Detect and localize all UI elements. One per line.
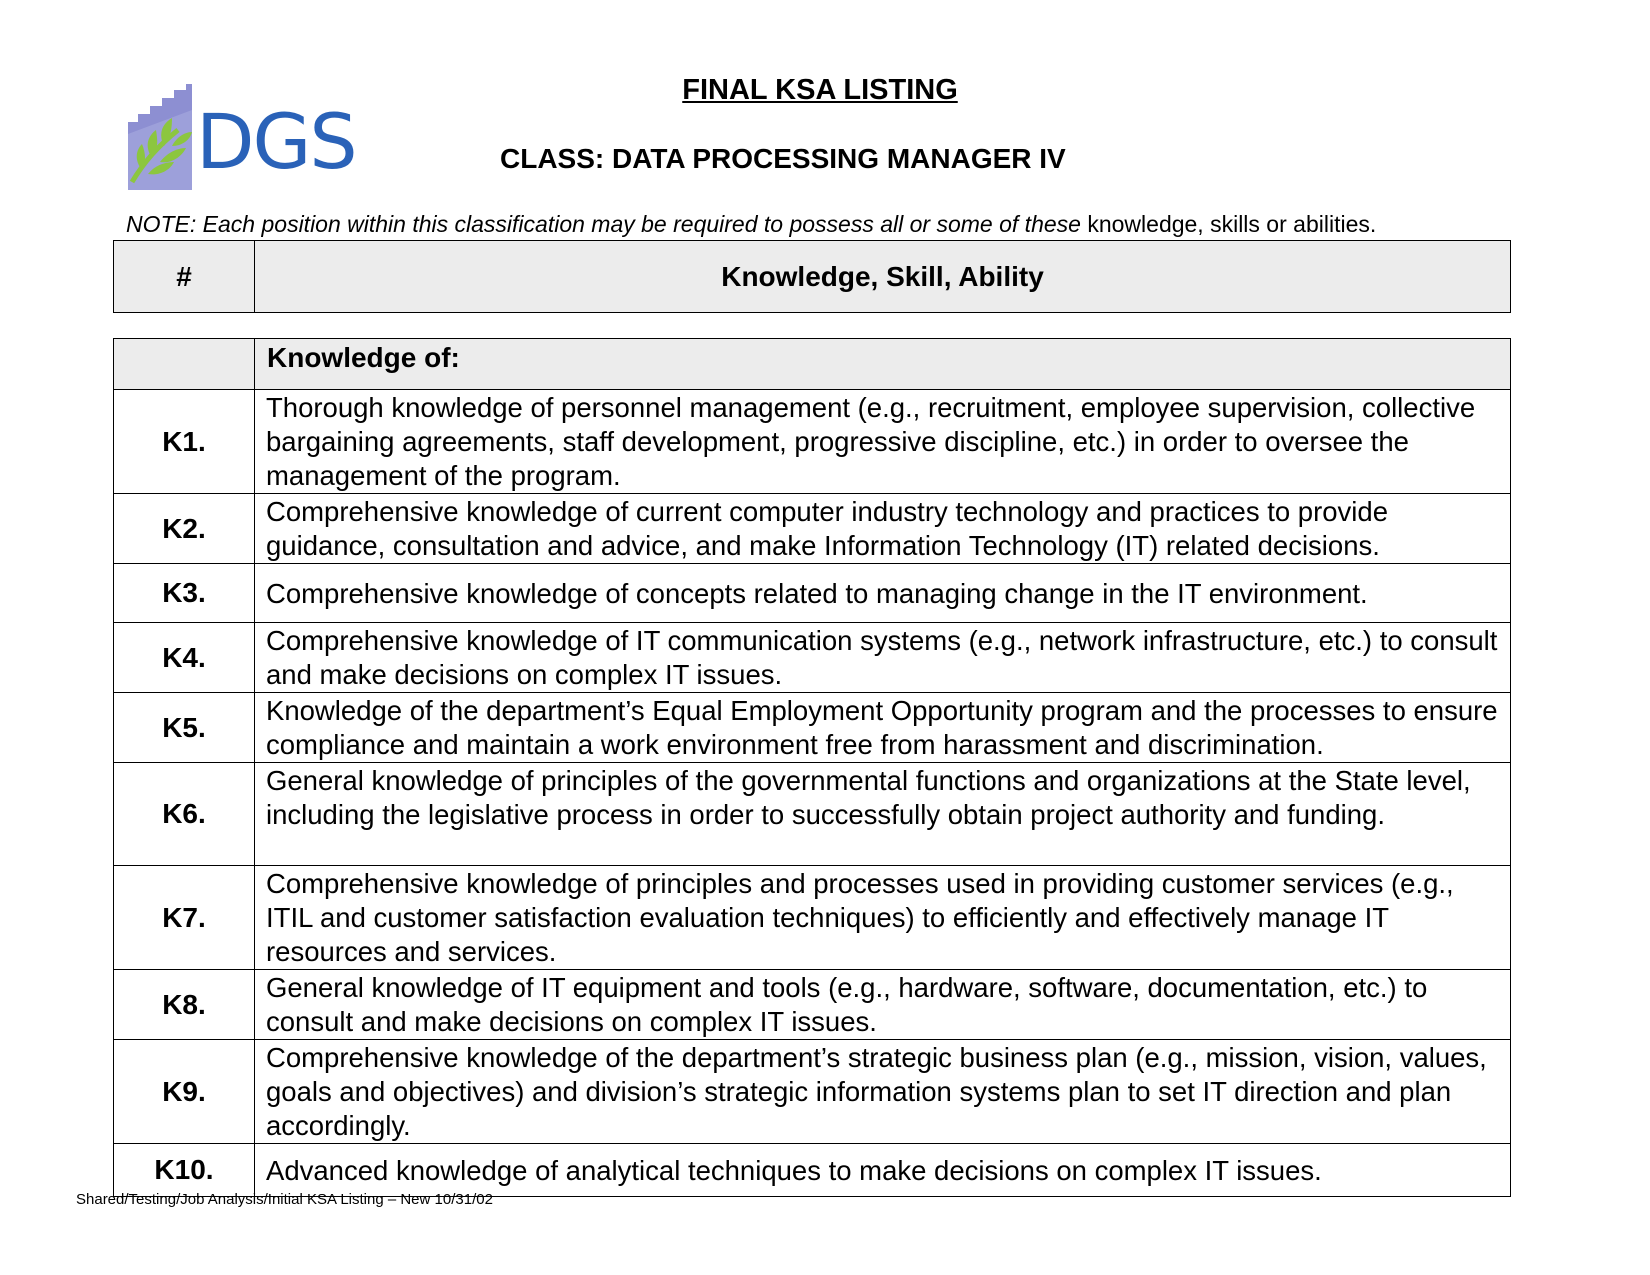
table-row xyxy=(114,564,1511,623)
table-row xyxy=(114,1040,1511,1144)
row-id: K2. xyxy=(114,494,255,564)
row-text: Comprehensive knowledge of principles and processes used in providing customer services (e.g., ITIL and customer satisfaction evaluation techniques) to efficiently and effectively manage IT resources and services. xyxy=(255,866,1511,970)
document-title: FINAL KSA LISTING xyxy=(682,74,958,106)
header-num: # xyxy=(114,241,255,313)
section-label-cell xyxy=(255,339,1511,390)
ksa-table xyxy=(113,338,1511,1197)
row-id: K9. xyxy=(114,1040,255,1144)
row-id: K3. xyxy=(114,564,255,623)
row-id: K6. xyxy=(114,763,255,866)
note-plain-text: knowledge, skills or abilities. xyxy=(1080,211,1377,237)
table-row xyxy=(114,866,1511,970)
section-row xyxy=(114,339,1511,390)
section-label: Knowledge of: xyxy=(267,342,460,373)
row-text: Comprehensive knowledge of the department’s strategic business plan (e.g., mission, vision, values, goals and objectives) and division’s strategic information systems plan to set IT direction and plan accordingly. xyxy=(255,1040,1511,1144)
row-id: K1. xyxy=(114,390,255,494)
row-text: Comprehensive knowledge of current computer industry technology and practices to provide guidance, consultation and advice, and make Information Technology (IT) related decisions. xyxy=(255,494,1511,564)
header-table xyxy=(113,240,1511,313)
row-id: K10. xyxy=(114,1144,255,1197)
row-id: K5. xyxy=(114,693,255,763)
logo-text: DGS xyxy=(196,97,356,186)
note-italic-text: NOTE: Each position within this classification may be required to possess all or some of these xyxy=(126,211,1081,237)
row-id: K4. xyxy=(114,623,255,693)
table-row xyxy=(114,390,1511,494)
table-row xyxy=(114,970,1511,1040)
table-row xyxy=(114,1144,1511,1197)
row-text: Advanced knowledge of analytical techniques to make decisions on complex IT issues. xyxy=(255,1144,1511,1197)
row-id: K7. xyxy=(114,866,255,970)
row-text: Comprehensive knowledge of concepts related to managing change in the IT environment. xyxy=(255,564,1511,623)
table-row xyxy=(114,693,1511,763)
row-text: Thorough knowledge of personnel management (e.g., recruitment, employee supervision, collective bargaining agreements, staff development, progressive discipline, etc.) in order to oversee the management of the program. xyxy=(255,390,1511,494)
table-row xyxy=(114,763,1511,866)
row-text: General knowledge of IT equipment and tools (e.g., hardware, software, documentation, etc.) to consult and make decisions on complex IT issues. xyxy=(255,970,1511,1040)
row-id: K8. xyxy=(114,970,255,1040)
table-row xyxy=(114,623,1511,693)
footer-path: Shared/Testing/Job Analysis/Initial KSA Listing – New 10/31/02 xyxy=(76,1191,493,1208)
section-num-cell xyxy=(114,339,255,390)
header-ksa: Knowledge, Skill, Ability xyxy=(255,241,1511,313)
note-line xyxy=(126,211,1376,238)
row-text: Knowledge of the department’s Equal Employment Opportunity program and the processes to ensure compliance and maintain a work environment free from harassment and discrimination. xyxy=(255,693,1511,763)
header-row xyxy=(114,241,1511,313)
class-line: CLASS: DATA PROCESSING MANAGER IV xyxy=(500,143,1066,174)
row-text: General knowledge of principles of the governmental functions and organizations at the State level, including the legislative process in order to successfully obtain project authority and funding. xyxy=(255,763,1511,866)
row-text: Comprehensive knowledge of IT communication systems (e.g., network infrastructure, etc.) to consult and make decisions on complex IT issues. xyxy=(255,623,1511,693)
table-row xyxy=(114,494,1511,564)
